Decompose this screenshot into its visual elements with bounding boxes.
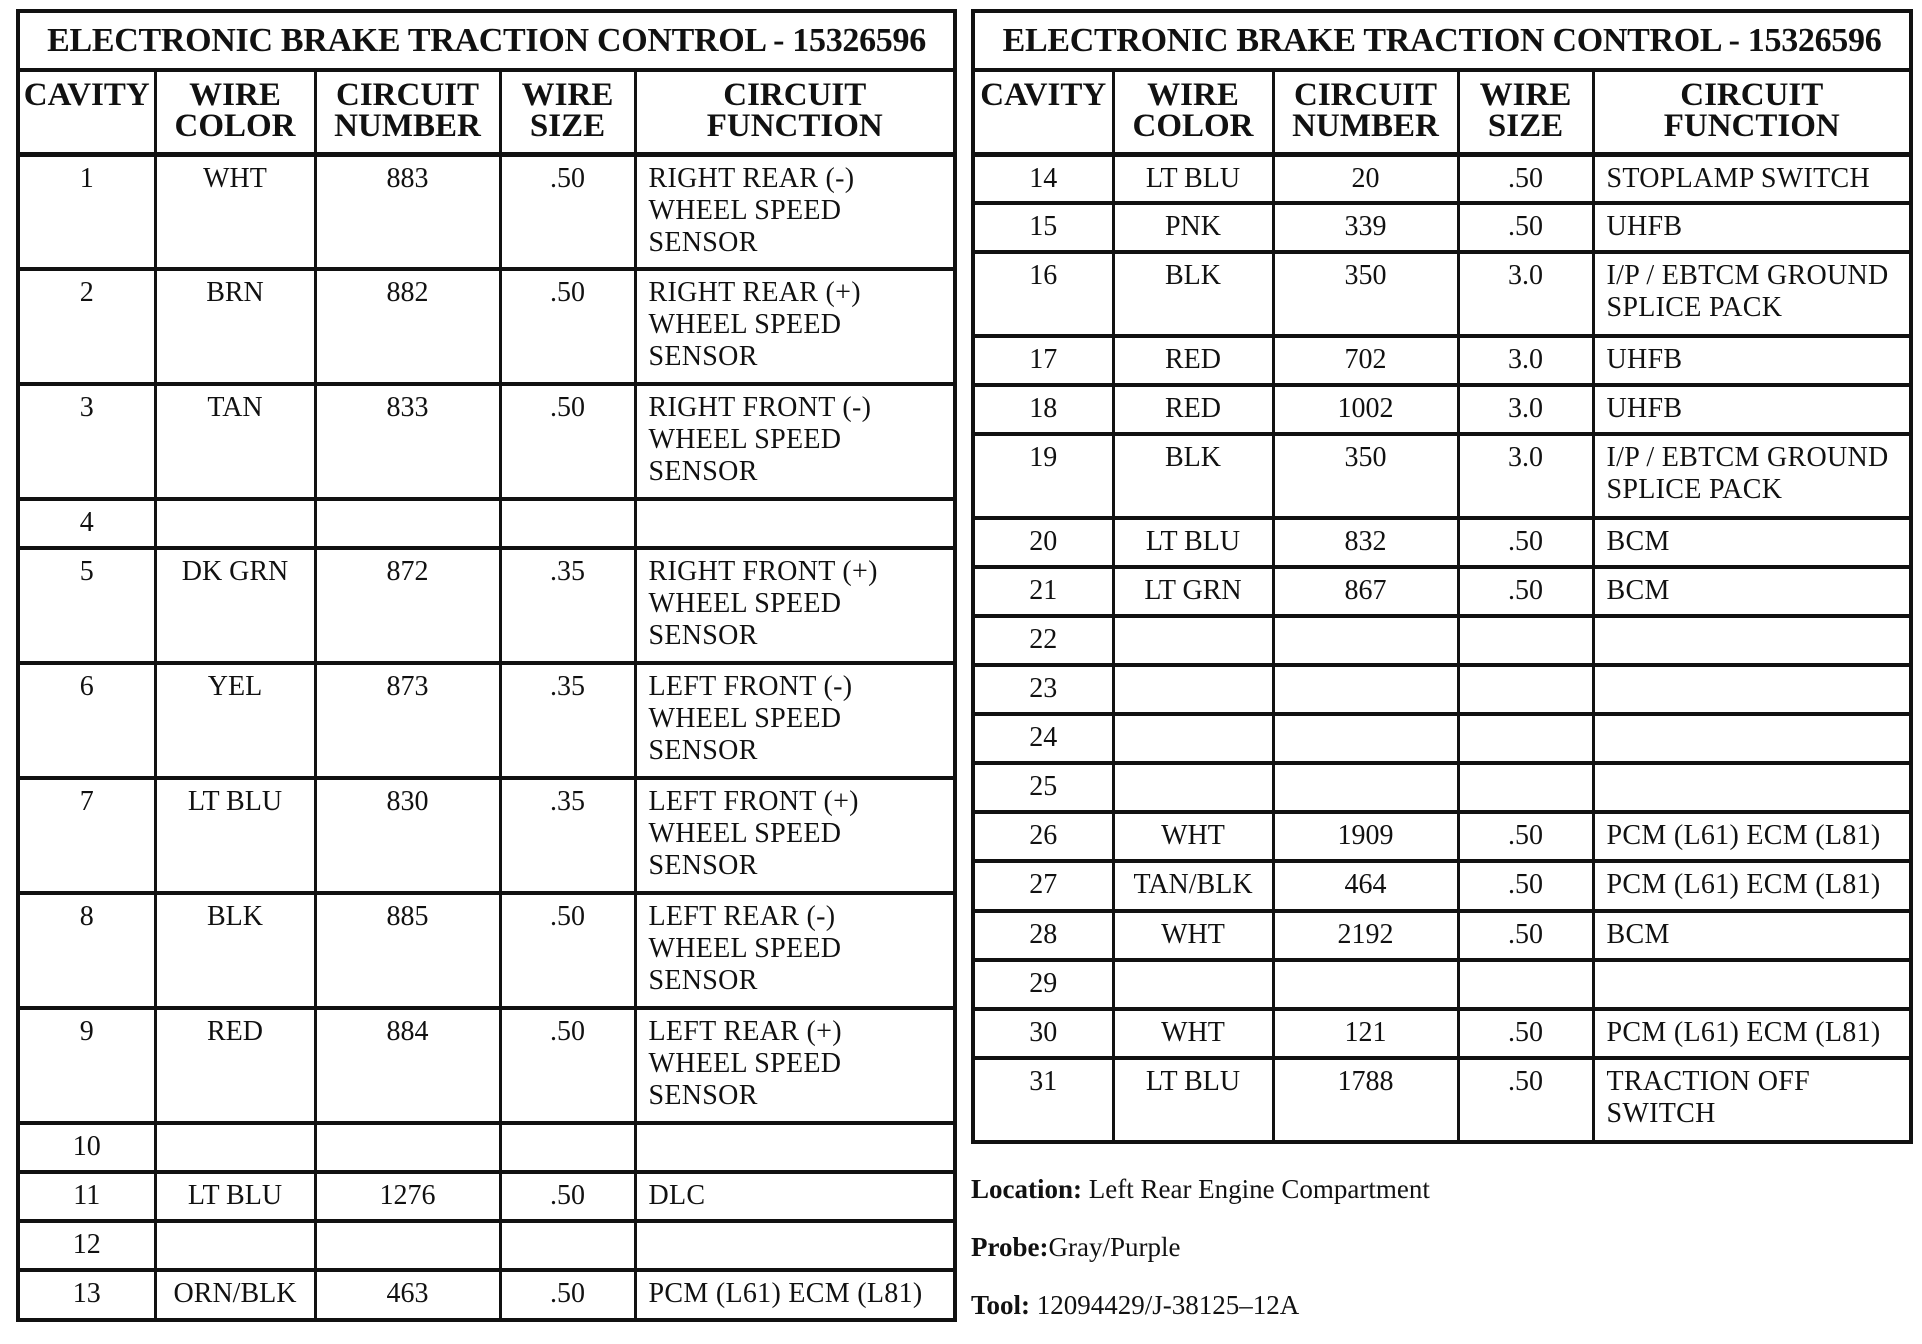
cell-size: .50 (1458, 1009, 1593, 1058)
cell-cavity: 9 (18, 1008, 155, 1123)
cell-cavity: 8 (18, 893, 155, 1008)
cell-circuit: 463 (315, 1270, 500, 1320)
table-row (973, 336, 1911, 385)
cell-circuit: 1276 (315, 1172, 500, 1221)
cell-circuit: 2192 (1273, 911, 1458, 960)
table-row (18, 1172, 955, 1221)
cell-function: RIGHT REAR (-) WHEEL SPEED SENSOR (635, 154, 955, 269)
table-row (973, 861, 1911, 911)
cell-color: LT BLU (1113, 1058, 1273, 1142)
cell-function: RIGHT FRONT (+) WHEEL SPEED SENSOR (635, 548, 955, 663)
column-header-function: CIRCUIT FUNCTION (1593, 70, 1911, 154)
column-header-color: WIRE COLOR (155, 70, 315, 154)
cell-color: TAN/BLK (1113, 861, 1273, 911)
cell-circuit: 464 (1273, 861, 1458, 911)
table-body (973, 154, 1911, 1142)
cell-size: .50 (1458, 1058, 1593, 1142)
cell-color: BLK (155, 893, 315, 1008)
cell-circuit (315, 499, 500, 548)
cell-cavity: 3 (18, 384, 155, 499)
cell-circuit: 867 (1273, 567, 1458, 616)
table-row (973, 763, 1911, 812)
cell-cavity: 31 (973, 1058, 1113, 1142)
column-header-cavity: CAVITY (973, 70, 1113, 154)
table-row (18, 154, 955, 269)
cell-circuit (1273, 763, 1458, 812)
right-connector-table (971, 9, 1913, 1144)
cell-function: BCM (1593, 911, 1911, 960)
cell-color (1113, 665, 1273, 714)
cell-cavity: 24 (973, 714, 1113, 763)
cell-size (500, 1123, 635, 1172)
header-row (18, 70, 955, 154)
cell-function: RIGHT REAR (+) WHEEL SPEED SENSOR (635, 269, 955, 384)
cell-color: YEL (155, 663, 315, 778)
cell-cavity: 17 (973, 336, 1113, 385)
header-row (973, 70, 1911, 154)
cell-size: .35 (500, 663, 635, 778)
table-row (18, 778, 955, 893)
cell-cavity: 28 (973, 911, 1113, 960)
cell-cavity: 4 (18, 499, 155, 548)
cell-function (635, 1221, 955, 1270)
table-body (18, 154, 955, 1320)
cell-color: BLK (1113, 434, 1273, 518)
cell-function: PCM (L61) ECM (L81) (1593, 861, 1911, 911)
cell-circuit: 885 (315, 893, 500, 1008)
cell-color (1113, 960, 1273, 1009)
cell-cavity: 5 (18, 548, 155, 663)
cell-color (1113, 616, 1273, 665)
cell-color: LT BLU (155, 778, 315, 893)
cell-function (1593, 960, 1911, 1009)
cell-color: PNK (1113, 203, 1273, 252)
probe-label: Probe: (971, 1232, 1049, 1262)
cell-size: .50 (500, 384, 635, 499)
location-value: Left Rear Engine Compartment (1088, 1174, 1430, 1204)
cell-size: .50 (500, 1172, 635, 1221)
cell-cavity: 16 (973, 252, 1113, 336)
cell-circuit: 832 (1273, 518, 1458, 567)
cell-size: 3.0 (1458, 385, 1593, 434)
cell-circuit: 121 (1273, 1009, 1458, 1058)
cell-cavity: 18 (973, 385, 1113, 434)
cell-color: WHT (1113, 812, 1273, 861)
table-row (18, 893, 955, 1008)
cell-circuit: 873 (315, 663, 500, 778)
cell-cavity: 27 (973, 861, 1113, 911)
cell-size: .50 (500, 1270, 635, 1320)
table-row (973, 1009, 1911, 1058)
column-header-circuit: CIRCUIT NUMBER (315, 70, 500, 154)
cell-function: PCM (L61) ECM (L81) (1593, 812, 1911, 861)
cell-function: RIGHT FRONT (-) WHEEL SPEED SENSOR (635, 384, 955, 499)
cell-circuit (1273, 616, 1458, 665)
tool-value: 12094429/J-38125–12A (1036, 1290, 1300, 1320)
cell-circuit: 702 (1273, 336, 1458, 385)
cell-size: .35 (500, 548, 635, 663)
cell-color: LT BLU (1113, 154, 1273, 203)
cell-color: LT BLU (155, 1172, 315, 1221)
cell-size: .50 (1458, 518, 1593, 567)
cell-function: UHFB (1593, 385, 1911, 434)
cell-color: LT BLU (1113, 518, 1273, 567)
cell-function (1593, 616, 1911, 665)
cell-function: LEFT REAR (-) WHEEL SPEED SENSOR (635, 893, 955, 1008)
cell-circuit: 1002 (1273, 385, 1458, 434)
cell-size (1458, 616, 1593, 665)
cell-color (1113, 714, 1273, 763)
cell-size: .35 (500, 778, 635, 893)
cell-circuit: 1909 (1273, 812, 1458, 861)
cell-cavity: 6 (18, 663, 155, 778)
table-row (18, 1123, 955, 1172)
cell-function: LEFT REAR (+) WHEEL SPEED SENSOR (635, 1008, 955, 1123)
cell-function: BCM (1593, 567, 1911, 616)
cell-cavity: 1 (18, 154, 155, 269)
probe-value: Gray/Purple (1048, 1232, 1181, 1262)
cell-size: .50 (500, 893, 635, 1008)
cell-cavity: 12 (18, 1221, 155, 1270)
cell-size: 3.0 (1458, 336, 1593, 385)
cell-size: .50 (500, 1008, 635, 1123)
cell-color (155, 1221, 315, 1270)
cell-color: BLK (1113, 252, 1273, 336)
cell-cavity: 26 (973, 812, 1113, 861)
cell-size (500, 1221, 635, 1270)
table-row (973, 154, 1911, 203)
cell-function: PCM (L61) ECM (L81) (635, 1270, 955, 1320)
table-row (973, 665, 1911, 714)
cell-size (1458, 714, 1593, 763)
table-row (18, 663, 955, 778)
table-row (18, 548, 955, 663)
table-row (18, 499, 955, 548)
cell-cavity: 23 (973, 665, 1113, 714)
table-row (973, 911, 1911, 960)
table-title: ELECTRONIC BRAKE TRACTION CONTROL - 15326596 (18, 11, 955, 70)
cell-color (155, 499, 315, 548)
table-row (973, 812, 1911, 861)
column-header-color: WIRE COLOR (1113, 70, 1273, 154)
cell-color: TAN (155, 384, 315, 499)
cell-cavity: 30 (973, 1009, 1113, 1058)
cell-color: WHT (155, 154, 315, 269)
table-row (973, 518, 1911, 567)
cell-function: I/P / EBTCM GROUND SPLICE PACK (1593, 434, 1911, 518)
column-header-size: WIRE SIZE (500, 70, 635, 154)
cell-circuit: 20 (1273, 154, 1458, 203)
table-row (18, 1008, 955, 1123)
cell-circuit: 872 (315, 548, 500, 663)
cell-cavity: 22 (973, 616, 1113, 665)
cell-cavity: 15 (973, 203, 1113, 252)
cell-size: 3.0 (1458, 252, 1593, 336)
column-header-cavity: CAVITY (18, 70, 155, 154)
cell-cavity: 11 (18, 1172, 155, 1221)
cell-circuit: 884 (315, 1008, 500, 1123)
cell-size: 3.0 (1458, 434, 1593, 518)
cell-color: WHT (1113, 911, 1273, 960)
cell-function (1593, 665, 1911, 714)
cell-circuit: 350 (1273, 252, 1458, 336)
cell-size: .50 (500, 269, 635, 384)
table-row (973, 960, 1911, 1009)
table-row (973, 385, 1911, 434)
cell-color: RED (1113, 336, 1273, 385)
cell-cavity: 21 (973, 567, 1113, 616)
cell-circuit: 1788 (1273, 1058, 1458, 1142)
cell-color: LT GRN (1113, 567, 1273, 616)
cell-cavity: 2 (18, 269, 155, 384)
cell-color: RED (1113, 385, 1273, 434)
cell-function: I/P / EBTCM GROUND SPLICE PACK (1593, 252, 1911, 336)
cell-size (1458, 665, 1593, 714)
cell-function (1593, 714, 1911, 763)
cell-color: BRN (155, 269, 315, 384)
location-label: Location: (971, 1174, 1082, 1204)
table-row (18, 1270, 955, 1320)
table-row (973, 252, 1911, 336)
tool-note (971, 1290, 1299, 1321)
cell-function: LEFT FRONT (+) WHEEL SPEED SENSOR (635, 778, 955, 893)
left-connector-table (16, 9, 957, 1322)
cell-color: ORN/BLK (155, 1270, 315, 1320)
cell-color: WHT (1113, 1009, 1273, 1058)
cell-size: .50 (1458, 861, 1593, 911)
cell-circuit: 339 (1273, 203, 1458, 252)
table-row (973, 1058, 1911, 1142)
table-row (973, 434, 1911, 518)
cell-cavity: 19 (973, 434, 1113, 518)
cell-circuit: 830 (315, 778, 500, 893)
cell-circuit: 833 (315, 384, 500, 499)
cell-size: .50 (1458, 154, 1593, 203)
table-row (973, 616, 1911, 665)
cell-function: STOPLAMP SWITCH (1593, 154, 1911, 203)
cell-color (1113, 763, 1273, 812)
cell-function: DLC (635, 1172, 955, 1221)
cell-size (500, 499, 635, 548)
cell-circuit: 882 (315, 269, 500, 384)
table-row (973, 567, 1911, 616)
table-row (18, 1221, 955, 1270)
location-note (971, 1174, 1430, 1205)
cell-color (155, 1123, 315, 1172)
cell-circuit (1273, 714, 1458, 763)
tool-label: Tool: (971, 1290, 1031, 1320)
table-row (18, 269, 955, 384)
cell-size (1458, 763, 1593, 812)
cell-cavity: 10 (18, 1123, 155, 1172)
cell-circuit (315, 1123, 500, 1172)
cell-cavity: 14 (973, 154, 1113, 203)
cell-circuit (1273, 960, 1458, 1009)
cell-size: .50 (1458, 567, 1593, 616)
table-row (973, 714, 1911, 763)
table-title: ELECTRONIC BRAKE TRACTION CONTROL - 15326596 (973, 11, 1911, 70)
cell-color: DK GRN (155, 548, 315, 663)
column-header-circuit: CIRCUIT NUMBER (1273, 70, 1458, 154)
cell-circuit: 883 (315, 154, 500, 269)
cell-cavity: 13 (18, 1270, 155, 1320)
probe-note (971, 1232, 1180, 1263)
table-row (973, 203, 1911, 252)
column-header-size: WIRE SIZE (1458, 70, 1593, 154)
cell-cavity: 20 (973, 518, 1113, 567)
cell-cavity: 25 (973, 763, 1113, 812)
table-row (18, 384, 955, 499)
column-header-function: CIRCUIT FUNCTION (635, 70, 955, 154)
cell-function: BCM (1593, 518, 1911, 567)
cell-size: .50 (1458, 203, 1593, 252)
cell-function: UHFB (1593, 203, 1911, 252)
cell-function: TRACTION OFF SWITCH (1593, 1058, 1911, 1142)
cell-cavity: 7 (18, 778, 155, 893)
cell-function: LEFT FRONT (-) WHEEL SPEED SENSOR (635, 663, 955, 778)
cell-function (1593, 763, 1911, 812)
cell-circuit (1273, 665, 1458, 714)
cell-circuit (315, 1221, 500, 1270)
cell-function (635, 1123, 955, 1172)
cell-size: .50 (500, 154, 635, 269)
cell-color: RED (155, 1008, 315, 1123)
cell-function: PCM (L61) ECM (L81) (1593, 1009, 1911, 1058)
cell-function: UHFB (1593, 336, 1911, 385)
cell-function (635, 499, 955, 548)
cell-cavity: 29 (973, 960, 1113, 1009)
cell-size: .50 (1458, 911, 1593, 960)
cell-size (1458, 960, 1593, 1009)
cell-circuit: 350 (1273, 434, 1458, 518)
cell-size: .50 (1458, 812, 1593, 861)
